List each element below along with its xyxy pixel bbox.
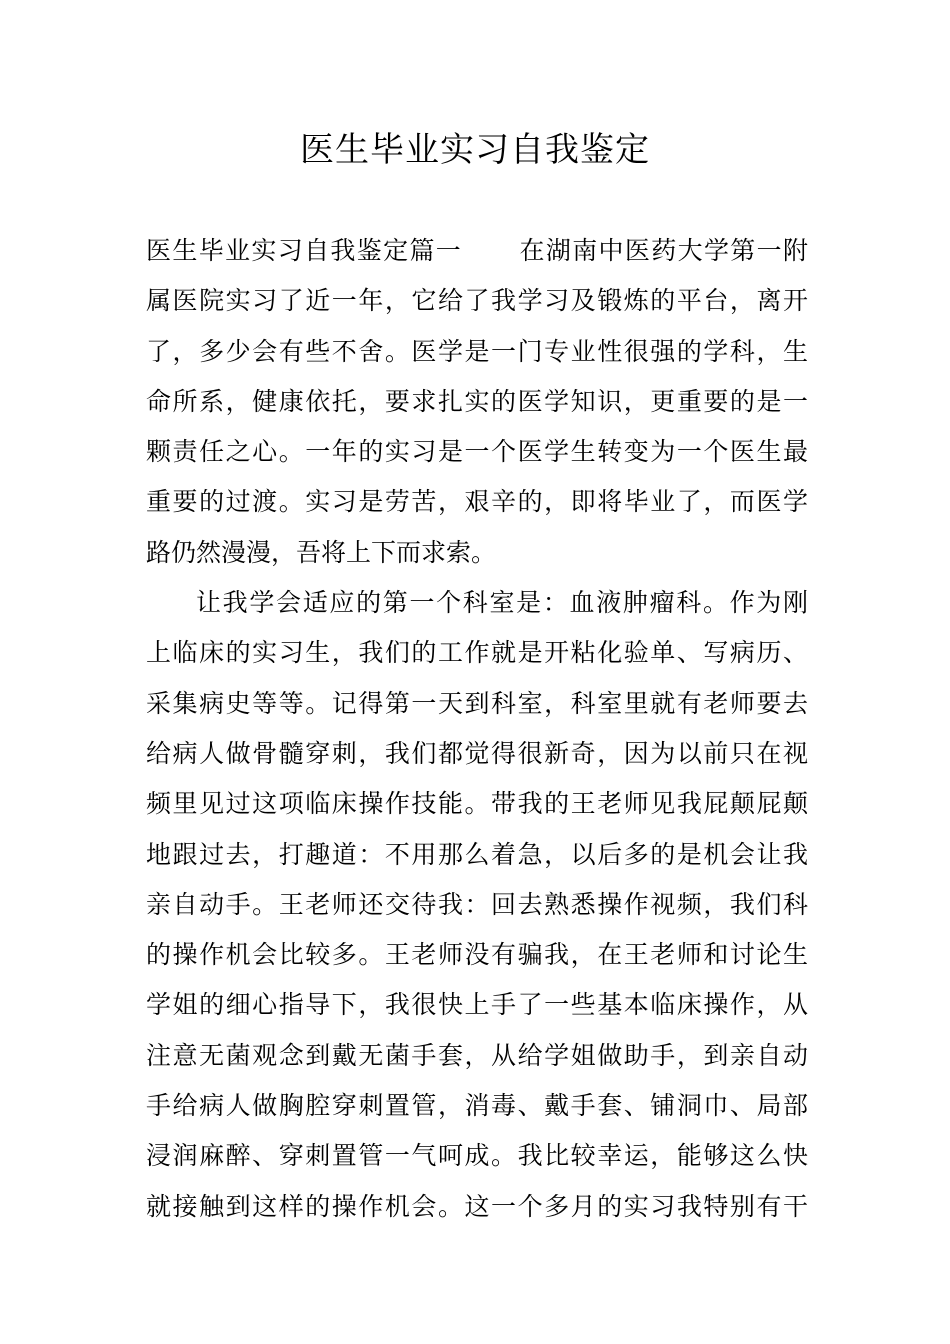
paragraph-2-line: 采集病史等等。记得第一天到科室，科室里就有老师要去 bbox=[146, 688, 808, 718]
paragraph-2-line: 给病人做骨髓穿刺，我们都觉得很新奇，因为以前只在视 bbox=[146, 738, 808, 768]
paragraph-2-line: 地跟过去，打趣道：不用那么着急，以后多的是机会让我 bbox=[146, 839, 808, 869]
paragraph-1-line: 命所系，健康依托，要求扎实的医学知识，更重要的是一 bbox=[146, 386, 808, 416]
paragraph-2-line: 频里见过这项临床操作技能。带我的王老师见我屁颠屁颠 bbox=[146, 789, 808, 819]
paragraph-1-line-1 bbox=[146, 226, 808, 276]
paragraph-2-line: 学姐的细心指导下，我很快上手了一些基本临床操作，从 bbox=[146, 990, 808, 1020]
paragraph-1-line: 颗责任之心。一年的实习是一个医学生转变为一个医生最 bbox=[146, 437, 808, 467]
paragraph-1-line: 重要的过渡。实习是劳苦，艰辛的，即将毕业了，而医学 bbox=[146, 487, 808, 517]
document-title: 医生毕业实习自我鉴定 bbox=[300, 130, 650, 170]
document-body bbox=[146, 226, 808, 1232]
paragraph-1-line: 路仍然漫漫，吾将上下而求索。 bbox=[146, 537, 497, 567]
section-label: 医生毕业实习自我鉴定篇一 bbox=[146, 236, 463, 265]
paragraph-2-line: 亲自动手。王老师还交待我：回去熟悉操作视频，我们科 bbox=[146, 889, 808, 919]
paragraph-2-line: 让我学会适应的第一个科室是：血液肿瘤科。作为刚 bbox=[196, 588, 808, 618]
paragraph-2-line: 浸润麻醉、穿刺置管一气呵成。我比较幸运，能够这么快 bbox=[146, 1141, 808, 1171]
paragraph-2-line: 上临床的实习生，我们的工作就是开粘化验单、写病历、 bbox=[146, 638, 808, 668]
paragraph-1-line: 了，多少会有些不舍。医学是一门专业性很强的学科，生 bbox=[146, 336, 808, 366]
paragraph-2-line: 手给病人做胸腔穿刺置管，消毒、戴手套、铺洞巾、局部 bbox=[146, 1091, 808, 1121]
paragraph-1-line: 属医院实习了近一年，它给了我学习及锻炼的平台，离开 bbox=[146, 286, 808, 316]
paragraph-2-line: 注意无菌观念到戴无菌手套，从给学姐做助手，到亲自动 bbox=[146, 1040, 808, 1070]
paragraph-2-line: 的操作机会比较多。王老师没有骗我，在王老师和讨论生 bbox=[146, 940, 808, 970]
paragraph-1-first-line-text: 在湖南中医药大学第一附 bbox=[518, 236, 808, 265]
paragraph-2-line: 就接触到这样的操作机会。这一个多月的实习我特别有干 bbox=[146, 1191, 808, 1221]
